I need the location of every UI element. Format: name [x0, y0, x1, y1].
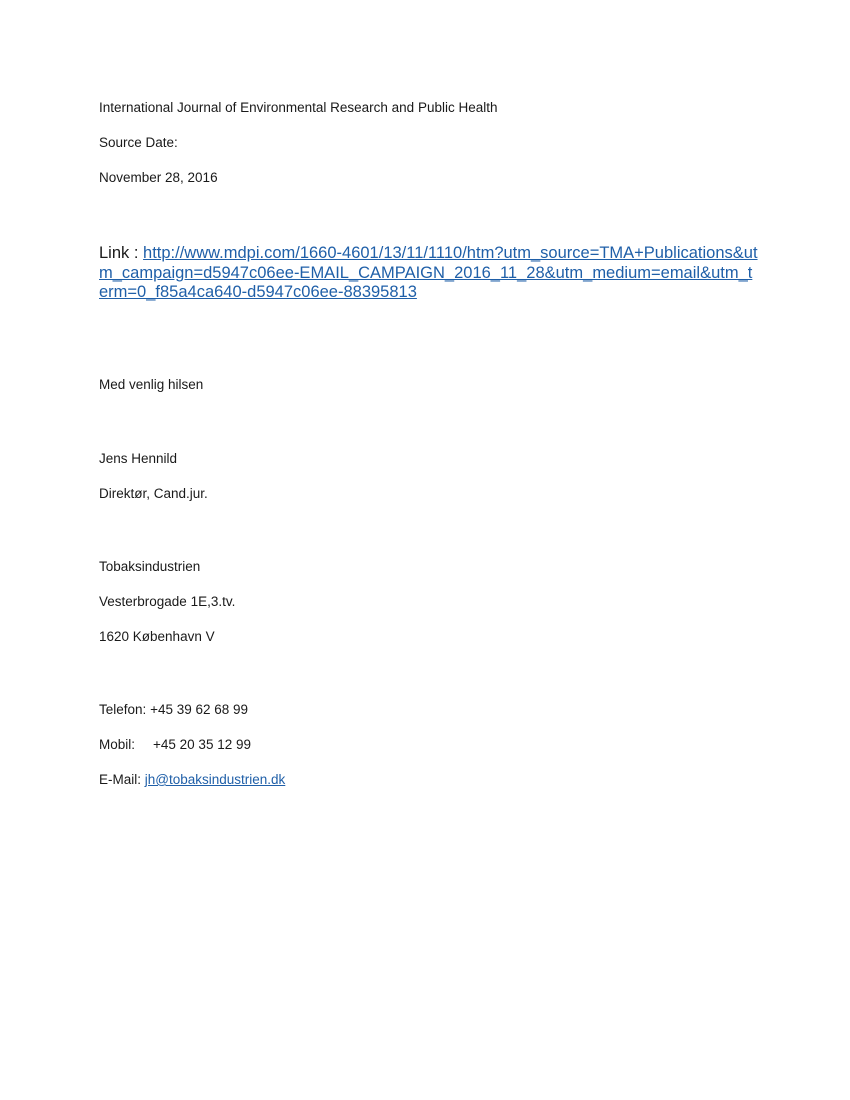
- signer-name: Jens Hennild: [99, 451, 178, 466]
- phone-label: Telefon:: [99, 702, 147, 717]
- city-address: 1620 København V: [99, 629, 215, 644]
- link-label: Link :: [99, 244, 144, 262]
- email-label: E-Mail:: [99, 772, 142, 787]
- source-date-label: Source Date:: [99, 135, 178, 150]
- mobile-line: [99, 737, 251, 753]
- signer-title: Direktør, Cand.jur.: [99, 486, 208, 501]
- article-url-link[interactable]: http://www.mdpi.com/1660-4601/13/11/1110/htm?utm_source=TMA+Publications&utm_campaign=d5947c06ee-EMAIL_CAMPAIGN_2016_11_28&utm_medium=email&utm_term=0_f85a4ca640-d5947c06ee-88395813: [99, 244, 758, 301]
- journal-title: International Journal of Environmental Research and Public Health: [99, 100, 498, 115]
- greeting: Med venlig hilsen: [99, 377, 204, 392]
- street-address: Vesterbrogade 1E,3.tv.: [99, 594, 236, 609]
- email-line: [99, 772, 285, 788]
- email-link[interactable]: jh@tobaksindustrien.dk: [144, 772, 286, 787]
- source-date: November 28, 2016: [99, 170, 218, 185]
- link-paragraph: [99, 244, 759, 303]
- phone-number: +45 39 62 68 99: [150, 702, 249, 717]
- mobile-label: Mobil:: [99, 737, 136, 752]
- mobile-number: +45 20 35 12 99: [153, 737, 251, 752]
- organization-name: Tobaksindustrien: [99, 559, 201, 574]
- phone-line: [99, 702, 248, 718]
